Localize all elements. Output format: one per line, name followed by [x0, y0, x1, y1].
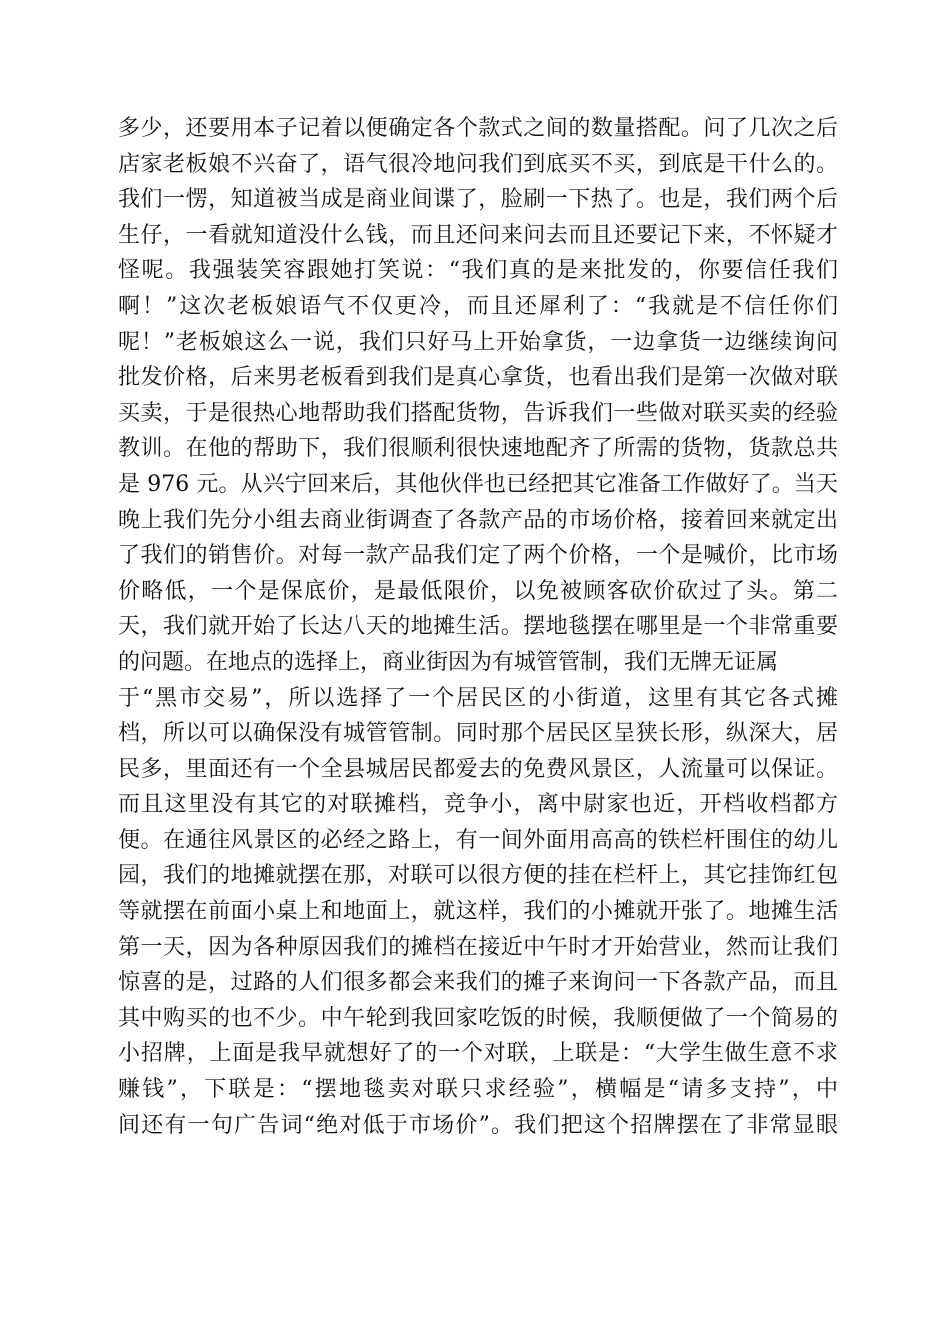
text-line: 呢！”老板娘这么一说，我们只好马上开始拿货，一边拿货一边继续询问 — [118, 329, 838, 355]
text-line: 便。在通往风景区的必经之路上，有一间外面用高高的铁栏杆围住的幼儿 — [118, 827, 838, 853]
text-line: 的问题。在地点的选择上，商业街因为有城管管制，我们无牌无证属 — [118, 649, 779, 675]
text-line: 我们一愣，知道被当成是商业间谍了，脸刷一下热了。也是，我们两个后 — [118, 187, 838, 213]
text-line: 啊！”这次老板娘语气不仅更冷，而且还犀利了：“我就是不信任你们 — [118, 293, 838, 319]
text-line: 价略低，一个是保底价，是最低限价，以免被顾客砍价砍过了头。第二 — [118, 578, 838, 604]
text-line: 多少，还要用本子记着以便确定各个款式之间的数量搭配。问了几次之后 — [118, 116, 838, 141]
text-line: 档，所以可以确保没有城管管制。同时那个居民区呈狭长形，纵深大，居 — [118, 721, 838, 747]
text-line: 是 976 元。从兴宁回来后，其他伙伴也已经把其它准备工作做好了。当天 — [118, 471, 838, 497]
text-line: 而且这里没有其它的对联摊档，竞争小，离中尉家也近，开档收档都方 — [118, 792, 838, 818]
text-line: 间还有一句广告词“绝对低于市场价”。我们把这个招牌摆在了非常显眼 — [118, 1112, 838, 1138]
text-line: 怪呢。我强装笑容跟她打笑说：“我们真的是来批发的，你要信任我们 — [118, 258, 838, 284]
text-line: 批发价格，后来男老板看到我们是真心拿货，也看出我们是第一次做对联 — [118, 365, 838, 391]
text-line: 生仔，一看就知道没什么钱，而且还问来问去而且还要记下来，不怀疑才 — [118, 222, 838, 248]
text-line: 惊喜的是，过路的人们很多都会来我们的摊子来询问一下各款产品，而且 — [118, 970, 838, 996]
body-text — [118, 111, 838, 1143]
text-line: 赚钱”，下联是：“摆地毯卖对联只求经验”，横幅是“请多支持”，中 — [118, 1077, 838, 1103]
text-line: 教训。在他的帮助下，我们很顺利很快速地配齐了所需的货物，货款总共 — [118, 436, 838, 462]
text-line: 天，我们就开始了长达八天的地摊生活。摆地毯摆在哪里是一个非常重要 — [118, 614, 838, 640]
text-line: 店家老板娘不兴奋了，语气很冷地问我们到底买不买，到底是干什么的。 — [118, 151, 838, 177]
text-line: 小招牌，上面是我早就想好了的一个对联，上联是：“大学生做生意不求 — [118, 1041, 838, 1067]
text-line: 于“黑市交易”，所以选择了一个居民区的小街道，这里有其它各式摊 — [118, 685, 838, 711]
text-line: 等就摆在前面小桌上和地面上，就这样，我们的小摊就开张了。地摊生活 — [118, 899, 838, 925]
text-line: 其中购买的也不少。中午轮到我回家吃饭的时候，我顺便做了一个简易的 — [118, 1005, 838, 1031]
text-line: 买卖，于是很热心地帮助我们搭配货物，告诉我们一些做对联买卖的经验 — [118, 400, 838, 426]
text-line: 了我们的销售价。对每一款产品我们定了两个价格，一个是喊价，比市场 — [118, 543, 838, 569]
text-line: 晚上我们先分小组去商业街调查了各款产品的市场价格，接着回来就定出 — [118, 507, 838, 533]
text-line: 第一天，因为各种原因我们的摊档在接近中午时才开始营业，然而让我们 — [118, 934, 838, 960]
text-line: 园，我们的地摊就摆在那，对联可以很方便的挂在栏杆上，其它挂饰红包 — [118, 863, 838, 889]
text-line: 民多，里面还有一个全县城居民都爱去的免费风景区，人流量可以保证。 — [118, 756, 838, 782]
